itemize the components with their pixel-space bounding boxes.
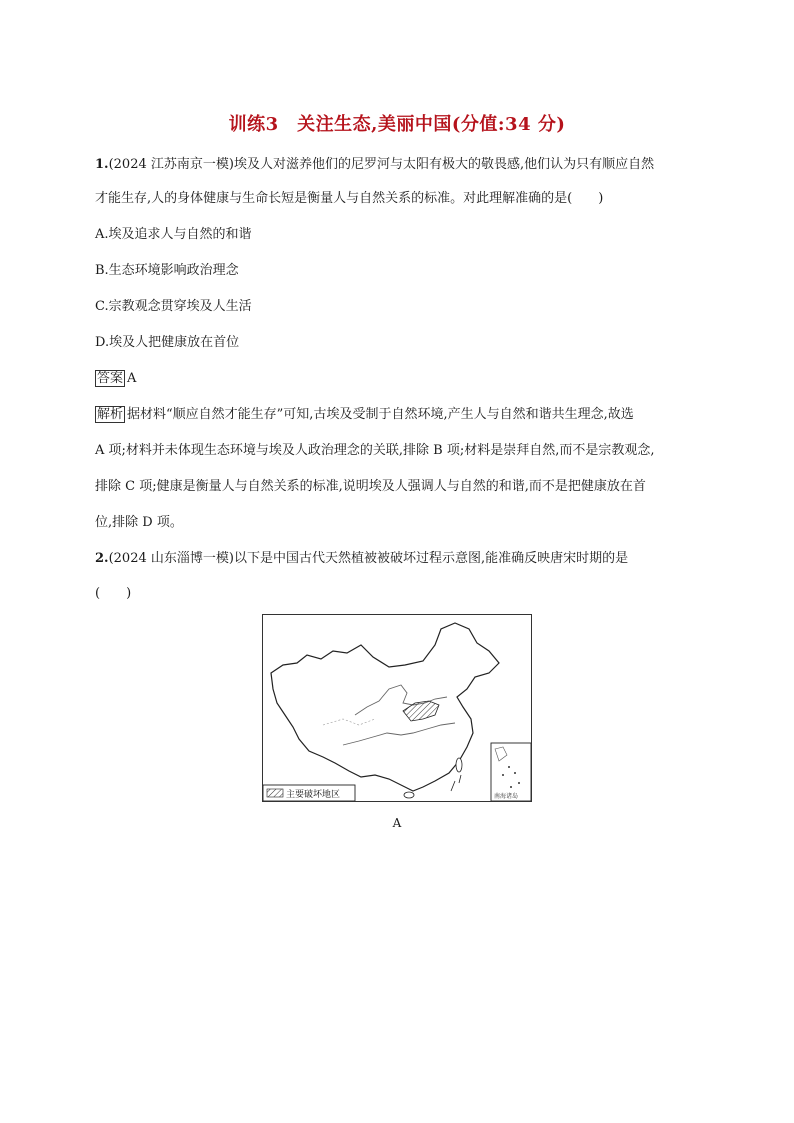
q1-answer (95, 370, 136, 388)
q1-option-a[interactable]: A.埃及追求人与自然的和谐 (95, 227, 252, 242)
q2-stem-line-1 (95, 550, 628, 568)
q1-analysis-line-3: 排除 C 项;健康是衡量人与自然关系的标准,说明埃及人强调人与自然的和谐,而不是把健康放在首 (95, 479, 646, 494)
legend-swatch (267, 789, 283, 797)
analysis-text-1: 据材料“顺应自然才能生存”可知,古埃及受制于自然环境,产生人与自然和谐共生理念,故选 (127, 407, 634, 422)
q2-stem-line-2: ( ) (95, 586, 132, 601)
q1-option-c[interactable]: C.宗教观念贯穿埃及人生活 (95, 299, 252, 314)
taiwan-island (456, 758, 462, 772)
legend-label: 主要破坏地区 (286, 790, 341, 800)
map-caption: A (392, 816, 402, 830)
q1-option-b[interactable]: B.生态环境影响政治理念 (95, 263, 239, 278)
q1-stem-text-1: (2024 江苏南京一模)埃及人对滋养他们的尼罗河与太阳有极大的敬畏感,他们认为只有顺应自然 (108, 157, 655, 172)
q1-analysis-line-2: A 项;材料并未体现生态环境与埃及人政治理念的关联,排除 B 项;材料是崇拜自然,而不是宗教观念, (95, 443, 655, 458)
sea-boundary (451, 775, 461, 791)
answer-value: A (127, 371, 137, 386)
q1-stem-line-1 (95, 156, 654, 174)
hainan-island (404, 792, 414, 798)
q1-option-d[interactable]: D.埃及人把健康放在首位 (95, 335, 240, 350)
q1-number: 1. (95, 157, 109, 172)
q1-analysis-line-1 (95, 406, 634, 424)
page-title: 训练3 关注生态,美丽中国(分值:34 分) (228, 114, 566, 135)
q1-stem-line-2: 才能生存,人的身体健康与生命长短是衡量人与自然关系的标准。对此理解准确的是( ) (95, 191, 604, 206)
inset-label: 南海诸岛 (494, 793, 519, 800)
china-map-figure (262, 614, 532, 802)
q2-number: 2. (95, 551, 109, 566)
answer-label-box: 答案 (97, 371, 124, 386)
q1-analysis-line-4: 位,排除 D 项。 (95, 515, 183, 530)
analysis-label-box: 解析 (97, 407, 124, 422)
q2-stem-text-1: (2024 山东淄博一模)以下是中国古代天然植被被破坏过程示意图,能准确反映唐宋时期的是 (108, 551, 629, 566)
china-map-svg (263, 615, 531, 801)
china-outline (271, 623, 499, 791)
